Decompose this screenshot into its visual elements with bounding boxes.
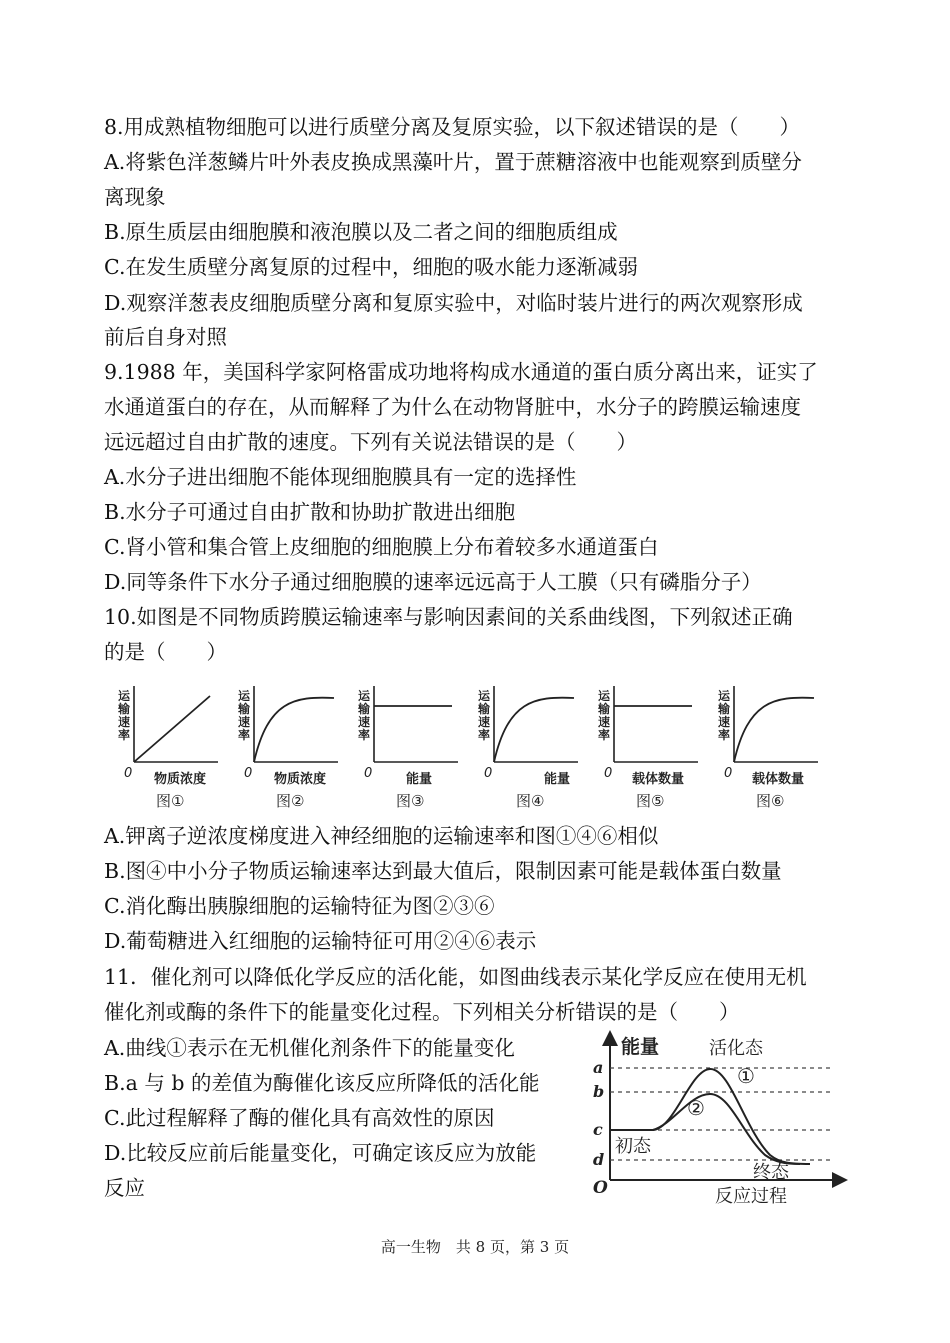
graph-1-origin: 0 [124,766,133,781]
q9-option-c: C.肾小管和集合管上皮细胞的细胞膜上分布着较多水通道蛋白 [104,535,659,559]
energy-label-c: c [593,1120,603,1139]
graph-4-curve [494,698,574,762]
graph-5-xlabel: 载体数量 [632,772,685,787]
q11-option-a: A.曲线①表示在无机催化剂条件下的能量变化 [104,1036,515,1060]
graph-5-ylabel: 运输速率 [598,689,611,742]
q9-option-d: D.同等条件下水分子通过细胞膜的速率远远高于人工膜（只有磷脂分子） [104,570,762,594]
q11-option-c: C.此过程解释了酶的催化具有高效性的原因 [104,1106,495,1130]
graph-3-xlabel: 能量 [406,772,433,787]
q10-stem-1: 10.如图是不同物质跨膜运输速率与影响因素间的关系曲线图，下列叙述正确 [104,605,793,629]
energy-label-b: b [593,1082,605,1101]
q9-stem-2: 水通道蛋白的存在，从而解释了为什么在动物肾脏中，水分子的跨膜运输速度 [104,395,801,419]
q8-option-a: A.将紫色洋葱鳞片叶外表皮换成黑藻叶片，置于蔗糖溶液中也能观察到质壁分 [104,150,802,174]
graph-3-caption: 图③ [396,792,425,810]
q10-option-d: D.葡萄糖进入红细胞的运输特征可用②④⑥表示 [104,929,537,953]
q9-option-a: A.水分子进出细胞不能体现细胞膜具有一定的选择性 [104,465,577,489]
graph-6-origin: 0 [724,766,733,781]
initial-state-label: 初态 [615,1136,651,1157]
curve-1-label: ① [737,1064,755,1088]
curve-2 [653,1094,800,1164]
graph-1-ylabel: 运输速率 [118,689,131,742]
graph-4 [464,680,582,810]
graph-6-curve [734,698,814,762]
final-state-label: 终态 [753,1162,789,1183]
q8-stem: 8.用成熟植物细胞可以进行质壁分离及复原实验，以下叙述错误的是（ ） [104,115,801,139]
graph-1 [104,680,222,810]
activated-state-label: 活化态 [709,1038,763,1059]
energy-origin: O [593,1178,608,1198]
q10-stem-2: 的是（ ） [104,640,227,664]
q8-option-a-cont: 离现象 [104,185,166,209]
graph-2-caption: 图② [276,792,305,810]
graph-5 [584,680,702,810]
graph-4-ylabel: 运输速率 [478,689,491,742]
graph-3 [344,680,462,810]
q11-stem-2: 催化剂或酶的条件下的能量变化过程。下列相关分析错误的是（ ） [104,1000,740,1024]
graph-6-xlabel: 载体数量 [752,772,805,787]
q9-stem-1: 9.1988 年，美国科学家阿格雷成功地将构成水通道的蛋白质分离出来，证实了 [104,360,818,384]
page-footer: 高一生物 共 8 页，第 3 页 [380,1238,570,1256]
graph-2 [224,680,342,810]
curve-2-label: ② [687,1096,705,1120]
q10-option-c: C.消化酶出胰腺细胞的运输特征为图②③⑥ [104,894,495,918]
graph-1-xlabel: 物质浓度 [154,772,207,787]
transport-graphs [104,680,844,820]
q8-option-c: C.在发生质壁分离复原的过程中，细胞的吸水能力逐渐减弱 [104,255,638,279]
graph-5-caption: 图⑤ [636,792,665,810]
q11-stem-1: 11．催化剂可以降低化学反应的活化能，如图曲线表示某化学反应在使用无机 [104,965,807,989]
graph-4-origin: 0 [484,766,493,781]
energy-label-a: a [593,1058,604,1077]
q11-option-d-cont: 反应 [104,1176,145,1200]
graph-6-caption: 图⑥ [756,792,785,810]
graph-2-origin: 0 [244,766,253,781]
energy-label-d: d [593,1150,605,1169]
graph-4-caption: 图④ [516,792,545,810]
energy-xlabel: 反应过程 [715,1186,787,1207]
energy-ylabel: 能量 [621,1036,660,1058]
q9-option-b: B.水分子可通过自由扩散和协助扩散进出细胞 [104,500,516,524]
graph-2-curve [254,698,334,762]
q9-stem-3: 远远超过自由扩散的速度。下列有关说法错误的是（ ） [104,430,637,454]
q10-option-b: B.图④中小分子物质运输速率达到最大值后，限制因素可能是载体蛋白数量 [104,859,782,883]
graph-2-xlabel: 物质浓度 [274,772,327,787]
q8-option-d-cont: 前后自身对照 [104,325,227,349]
graph-1-caption: 图① [156,792,185,810]
graph-6-ylabel: 运输速率 [718,689,731,742]
energy-diagram [585,1030,855,1205]
graph-5-origin: 0 [604,766,613,781]
q8-option-b: B.原生质层由细胞膜和液泡膜以及二者之间的细胞质组成 [104,220,618,244]
q11-option-d: D.比较反应前后能量变化，可确定该反应为放能 [104,1141,537,1165]
graph-3-ylabel: 运输速率 [358,689,371,742]
graph-3-origin: 0 [364,766,373,781]
graph-4-xlabel: 能量 [544,772,571,787]
q11-option-b: B.a 与 b 的差值为酶催化该反应所降低的活化能 [104,1071,540,1095]
q8-option-d: D.观察洋葱表皮细胞质壁分离和复原实验中，对临时装片进行的两次观察形成 [104,291,803,315]
q10-option-a: A.钾离子逆浓度梯度进入神经细胞的运输速率和图①④⑥相似 [104,824,659,848]
graph-2-ylabel: 运输速率 [238,689,251,742]
graph-6 [704,680,822,810]
graph-1-curve [134,696,210,762]
